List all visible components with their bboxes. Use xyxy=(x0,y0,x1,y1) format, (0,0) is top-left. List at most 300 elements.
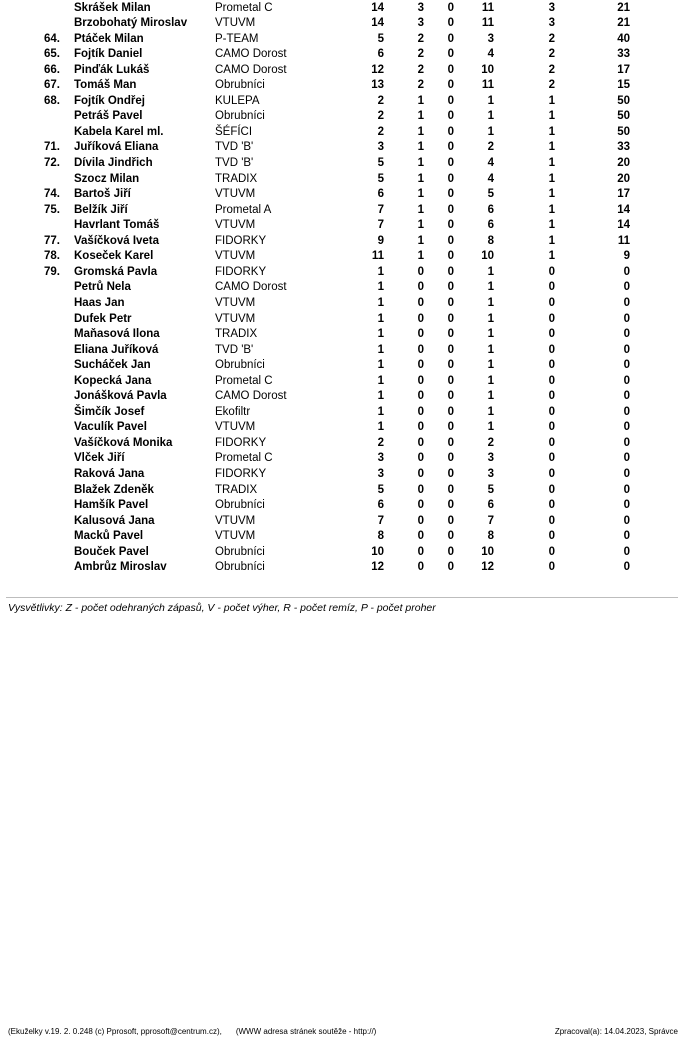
losses: 5 xyxy=(487,188,494,201)
table-row xyxy=(0,451,690,467)
rank-cell: 64. xyxy=(44,32,60,45)
draws: 0 xyxy=(447,250,454,263)
losses: 3 xyxy=(487,468,494,480)
draws: 0 xyxy=(447,63,454,76)
wins: 0 xyxy=(417,405,424,418)
success-rate: 0 xyxy=(623,374,630,387)
draws: 0 xyxy=(447,32,454,45)
player-name: Petrů Nela xyxy=(74,281,131,294)
wins: 0 xyxy=(417,359,424,372)
wins: 1 xyxy=(417,219,424,232)
team-name: Obrubníci xyxy=(215,359,265,372)
player-name: Bouček Pavel xyxy=(74,545,149,558)
games-played: 1 xyxy=(377,296,384,309)
player-name: Sucháček Jan xyxy=(74,359,151,372)
points: 0 xyxy=(548,483,555,496)
rank-cell: 72. xyxy=(44,157,60,169)
website-note: (WWW adresa stránek soutěže - http://) xyxy=(235,1027,377,1036)
draws: 0 xyxy=(447,514,454,527)
rank-cell: 71. xyxy=(44,141,60,154)
table-row xyxy=(0,280,690,296)
table-row xyxy=(0,187,690,203)
points: 0 xyxy=(548,374,555,387)
team-name: VTUVM xyxy=(215,514,256,527)
table-row xyxy=(0,389,690,405)
success-rate: 0 xyxy=(623,468,630,480)
draws: 0 xyxy=(447,468,454,480)
losses: 2 xyxy=(487,141,494,154)
draws: 0 xyxy=(447,405,454,418)
team-name: Obrubníci xyxy=(215,545,265,558)
games-played: 14 xyxy=(371,1,384,14)
points: 1 xyxy=(548,203,555,216)
points: 1 xyxy=(548,234,555,247)
team-name: TRADIX xyxy=(215,172,258,185)
draws: 0 xyxy=(447,328,454,341)
draws: 0 xyxy=(447,483,454,496)
success-rate: 20 xyxy=(617,157,630,169)
points: 0 xyxy=(548,312,555,325)
games-played: 5 xyxy=(377,172,384,185)
games-played: 12 xyxy=(371,561,384,574)
points: 1 xyxy=(548,172,555,185)
rank-cell: 78. xyxy=(44,250,60,263)
success-rate: 0 xyxy=(623,265,630,278)
points: 0 xyxy=(548,343,555,356)
games-played: 14 xyxy=(371,17,384,30)
team-name: TRADIX xyxy=(215,483,258,496)
wins: 0 xyxy=(417,374,424,387)
games-played: 1 xyxy=(377,390,384,403)
draws: 0 xyxy=(447,1,454,14)
table-row xyxy=(0,312,690,328)
team-name: Prometal C xyxy=(215,1,273,14)
wins: 1 xyxy=(417,250,424,263)
draws: 0 xyxy=(447,110,454,123)
losses: 8 xyxy=(487,530,494,543)
games-played: 3 xyxy=(377,141,384,154)
points: 1 xyxy=(548,157,555,169)
table-row xyxy=(0,234,690,250)
wins: 1 xyxy=(417,157,424,169)
points: 0 xyxy=(548,421,555,434)
games-played: 1 xyxy=(377,421,384,434)
team-name: KULEPA xyxy=(215,94,260,107)
games-played: 5 xyxy=(377,157,384,169)
rank-cell: 67. xyxy=(44,79,60,92)
player-name: Šimčík Josef xyxy=(74,405,145,418)
success-rate: 0 xyxy=(623,483,630,496)
team-name: CAMO Dorost xyxy=(215,48,287,61)
games-played: 1 xyxy=(377,343,384,356)
draws: 0 xyxy=(447,94,454,107)
wins: 0 xyxy=(417,343,424,356)
draws: 0 xyxy=(447,219,454,232)
team-name: CAMO Dorost xyxy=(215,281,287,294)
draws: 0 xyxy=(447,125,454,138)
losses: 1 xyxy=(487,281,494,294)
wins: 3 xyxy=(417,17,424,30)
games-played: 1 xyxy=(377,265,384,278)
player-name: Tomáš Man xyxy=(74,79,137,92)
points: 2 xyxy=(548,79,555,92)
wins: 0 xyxy=(417,436,424,449)
wins: 0 xyxy=(417,483,424,496)
games-played: 9 xyxy=(377,234,384,247)
success-rate: 0 xyxy=(623,452,630,465)
wins: 1 xyxy=(417,234,424,247)
wins: 3 xyxy=(417,1,424,14)
losses: 3 xyxy=(487,32,494,45)
success-rate: 50 xyxy=(617,110,630,123)
losses: 10 xyxy=(481,250,494,263)
games-played: 12 xyxy=(371,63,384,76)
draws: 0 xyxy=(447,172,454,185)
losses: 1 xyxy=(487,390,494,403)
points: 0 xyxy=(548,436,555,449)
success-rate: 0 xyxy=(623,359,630,372)
draws: 0 xyxy=(447,312,454,325)
draws: 0 xyxy=(447,343,454,356)
player-name: Hamšík Pavel xyxy=(74,499,149,512)
player-name: Ambrůz Miroslav xyxy=(74,561,167,574)
points: 3 xyxy=(548,1,555,14)
table-row xyxy=(0,545,690,561)
player-name: Dívila Jindřich xyxy=(74,157,153,169)
losses: 3 xyxy=(487,452,494,465)
wins: 2 xyxy=(417,48,424,61)
player-name: Kabela Karel ml. xyxy=(74,125,164,138)
team-name: Obrubníci xyxy=(215,561,265,574)
games-played: 6 xyxy=(377,188,384,201)
team-name: Obrubníci xyxy=(215,79,265,92)
losses: 5 xyxy=(487,483,494,496)
draws: 0 xyxy=(447,530,454,543)
wins: 0 xyxy=(417,328,424,341)
footer-left xyxy=(8,1027,376,1036)
rank-cell: 68. xyxy=(44,94,60,107)
player-name: Havrlant Tomáš xyxy=(74,219,160,232)
table-row xyxy=(0,514,690,530)
table-row xyxy=(0,1,690,17)
games-played: 2 xyxy=(377,110,384,123)
points: 0 xyxy=(548,328,555,341)
team-name: VTUVM xyxy=(215,421,256,434)
games-played: 7 xyxy=(377,514,384,527)
wins: 1 xyxy=(417,125,424,138)
games-played: 7 xyxy=(377,219,384,232)
team-name: Prometal C xyxy=(215,374,273,387)
draws: 0 xyxy=(447,281,454,294)
points: 3 xyxy=(548,17,555,30)
team-name: VTUVM xyxy=(215,296,256,309)
team-name: VTUVM xyxy=(215,250,256,263)
losses: 10 xyxy=(481,545,494,558)
table-row xyxy=(0,358,690,374)
wins: 0 xyxy=(417,421,424,434)
success-rate: 0 xyxy=(623,343,630,356)
losses: 11 xyxy=(481,79,494,92)
games-played: 1 xyxy=(377,328,384,341)
table-row xyxy=(0,47,690,63)
success-rate: 14 xyxy=(617,219,630,232)
success-rate: 0 xyxy=(623,436,630,449)
draws: 0 xyxy=(447,452,454,465)
games-played: 6 xyxy=(377,499,384,512)
team-name: ŠÉFÍCI xyxy=(215,125,253,138)
games-played: 6 xyxy=(377,48,384,61)
draws: 0 xyxy=(447,499,454,512)
points: 0 xyxy=(548,390,555,403)
wins: 0 xyxy=(417,530,424,543)
player-name: Gromská Pavla xyxy=(74,265,158,278)
draws: 0 xyxy=(447,17,454,30)
wins: 0 xyxy=(417,265,424,278)
team-name: Prometal A xyxy=(215,203,272,216)
draws: 0 xyxy=(447,561,454,574)
wins: 1 xyxy=(417,110,424,123)
rank-cell: 75. xyxy=(44,203,60,216)
wins: 0 xyxy=(417,452,424,465)
points: 0 xyxy=(548,281,555,294)
player-name: Szocz Milan xyxy=(74,172,140,185)
team-name: FIDORKY xyxy=(215,234,267,247)
success-rate: 0 xyxy=(623,514,630,527)
rank-cell: 66. xyxy=(44,63,60,76)
team-name: Prometal C xyxy=(215,452,273,465)
points: 0 xyxy=(548,561,555,574)
wins: 2 xyxy=(417,63,424,76)
losses: 8 xyxy=(487,234,494,247)
draws: 0 xyxy=(447,265,454,278)
games-played: 3 xyxy=(377,468,384,480)
games-played: 10 xyxy=(371,545,384,558)
success-rate: 14 xyxy=(617,203,630,216)
table-row xyxy=(0,296,690,312)
draws: 0 xyxy=(447,141,454,154)
losses: 1 xyxy=(487,328,494,341)
team-name: Ekofiltr xyxy=(215,405,251,418)
success-rate: 11 xyxy=(617,234,630,247)
player-name: Haas Jan xyxy=(74,296,125,309)
games-played: 1 xyxy=(377,405,384,418)
losses: 12 xyxy=(481,561,494,574)
draws: 0 xyxy=(447,203,454,216)
games-played: 1 xyxy=(377,359,384,372)
table-row xyxy=(0,374,690,390)
losses: 1 xyxy=(487,405,494,418)
table-row xyxy=(0,63,690,79)
player-name: Maňasová Ilona xyxy=(74,328,160,341)
draws: 0 xyxy=(447,79,454,92)
success-rate: 0 xyxy=(623,499,630,512)
success-rate: 0 xyxy=(623,281,630,294)
success-rate: 50 xyxy=(617,94,630,107)
table-row xyxy=(0,265,690,281)
team-name: CAMO Dorost xyxy=(215,63,287,76)
wins: 0 xyxy=(417,296,424,309)
points: 0 xyxy=(548,296,555,309)
player-name: Eliana Juříková xyxy=(74,343,159,356)
draws: 0 xyxy=(447,234,454,247)
rank-cell: 74. xyxy=(44,188,60,201)
wins: 0 xyxy=(417,561,424,574)
losses: 4 xyxy=(487,172,494,185)
player-name: Pinďák Lukáš xyxy=(74,63,150,76)
table-row xyxy=(0,203,690,219)
table-row xyxy=(0,405,690,421)
success-rate: 33 xyxy=(617,141,630,154)
games-played: 2 xyxy=(377,125,384,138)
losses: 1 xyxy=(487,110,494,123)
losses: 2 xyxy=(487,436,494,449)
points: 2 xyxy=(548,32,555,45)
losses: 11 xyxy=(481,17,494,30)
wins: 0 xyxy=(417,281,424,294)
games-played: 5 xyxy=(377,32,384,45)
success-rate: 33 xyxy=(617,48,630,61)
player-name: Koseček Karel xyxy=(74,250,154,263)
player-name: Blažek Zdeněk xyxy=(74,483,154,496)
games-played: 1 xyxy=(377,374,384,387)
success-rate: 50 xyxy=(617,125,630,138)
draws: 0 xyxy=(447,545,454,558)
losses: 1 xyxy=(487,374,494,387)
games-played: 1 xyxy=(377,281,384,294)
software-credit: (Ekuželky v.19. 2. 0.248 (c) Pprosoft, pprosoft@centrum.cz), xyxy=(8,1027,222,1036)
success-rate: 20 xyxy=(617,172,630,185)
team-name: VTUVM xyxy=(215,188,256,201)
team-name: TVD 'B' xyxy=(215,141,254,154)
success-rate: 0 xyxy=(623,545,630,558)
player-name: Vašíčková Iveta xyxy=(74,234,160,247)
games-played: 5 xyxy=(377,483,384,496)
player-name: Raková Jana xyxy=(74,468,145,480)
losses: 6 xyxy=(487,499,494,512)
draws: 0 xyxy=(447,296,454,309)
success-rate: 15 xyxy=(617,79,630,92)
processed-by: Zpracoval(a): 14.04.2023, Správce xyxy=(554,1027,678,1036)
player-name: Brzobohatý Miroslav xyxy=(74,17,188,30)
team-name: TVD 'B' xyxy=(215,343,254,356)
points: 2 xyxy=(548,48,555,61)
wins: 0 xyxy=(417,499,424,512)
losses: 6 xyxy=(487,203,494,216)
table-row xyxy=(0,327,690,343)
table-row xyxy=(0,483,690,499)
success-rate: 17 xyxy=(617,188,630,201)
success-rate: 0 xyxy=(623,530,630,543)
player-name: Belžík Jiří xyxy=(74,203,128,216)
table-row xyxy=(0,436,690,452)
points: 1 xyxy=(548,141,555,154)
wins: 1 xyxy=(417,203,424,216)
legend-text: Vysvětlivky: Z - počet odehraných zápasů, V - počet výher, R - počet remíz, P - počet proher xyxy=(8,602,436,614)
wins: 0 xyxy=(417,468,424,480)
points: 0 xyxy=(548,452,555,465)
team-name: TRADIX xyxy=(215,328,258,341)
success-rate: 0 xyxy=(623,421,630,434)
points: 1 xyxy=(548,219,555,232)
success-rate: 21 xyxy=(617,1,630,14)
losses: 4 xyxy=(487,48,494,61)
points: 0 xyxy=(548,545,555,558)
wins: 0 xyxy=(417,514,424,527)
table-row xyxy=(0,560,690,576)
table-row xyxy=(0,529,690,545)
games-played: 2 xyxy=(377,436,384,449)
games-played: 7 xyxy=(377,203,384,216)
losses: 1 xyxy=(487,265,494,278)
table-row xyxy=(0,156,690,172)
draws: 0 xyxy=(447,157,454,169)
success-rate: 0 xyxy=(623,561,630,574)
table-row xyxy=(0,94,690,110)
losses: 1 xyxy=(487,312,494,325)
draws: 0 xyxy=(447,188,454,201)
games-played: 1 xyxy=(377,312,384,325)
rank-cell: 65. xyxy=(44,48,60,61)
success-rate: 40 xyxy=(617,32,630,45)
points: 1 xyxy=(548,94,555,107)
success-rate: 17 xyxy=(617,63,630,76)
team-name: FIDORKY xyxy=(215,468,267,480)
table-row xyxy=(0,32,690,48)
wins: 2 xyxy=(417,79,424,92)
losses: 1 xyxy=(487,359,494,372)
player-name: Vlček Jiří xyxy=(74,452,125,465)
player-name: Skrášek Milan xyxy=(74,1,151,14)
draws: 0 xyxy=(447,374,454,387)
table-row xyxy=(0,249,690,265)
team-name: Obrubníci xyxy=(215,110,265,123)
table-row xyxy=(0,420,690,436)
team-name: VTUVM xyxy=(215,312,256,325)
team-name: FIDORKY xyxy=(215,436,267,449)
points: 0 xyxy=(548,499,555,512)
points: 0 xyxy=(548,530,555,543)
player-name: Macků Pavel xyxy=(74,530,144,543)
table-row xyxy=(0,467,690,483)
player-name: Dufek Petr xyxy=(74,312,132,325)
losses: 1 xyxy=(487,94,494,107)
player-name: Bartoš Jiří xyxy=(74,188,131,201)
player-name: Vašíčková Monika xyxy=(74,436,173,449)
player-name: Kalusová Jana xyxy=(74,514,155,527)
draws: 0 xyxy=(447,359,454,372)
draws: 0 xyxy=(447,390,454,403)
games-played: 11 xyxy=(371,250,384,263)
success-rate: 0 xyxy=(623,405,630,418)
wins: 0 xyxy=(417,390,424,403)
player-name: Ptáček Milan xyxy=(74,32,144,45)
games-played: 3 xyxy=(377,452,384,465)
table-row xyxy=(0,343,690,359)
points: 0 xyxy=(548,405,555,418)
points: 0 xyxy=(548,359,555,372)
team-name: CAMO Dorost xyxy=(215,390,287,403)
wins: 1 xyxy=(417,172,424,185)
losses: 6 xyxy=(487,219,494,232)
games-played: 8 xyxy=(377,530,384,543)
points: 1 xyxy=(548,110,555,123)
success-rate: 21 xyxy=(617,17,630,30)
losses: 1 xyxy=(487,343,494,356)
team-name: FIDORKY xyxy=(215,265,267,278)
table-row xyxy=(0,218,690,234)
draws: 0 xyxy=(447,421,454,434)
success-rate: 0 xyxy=(623,328,630,341)
